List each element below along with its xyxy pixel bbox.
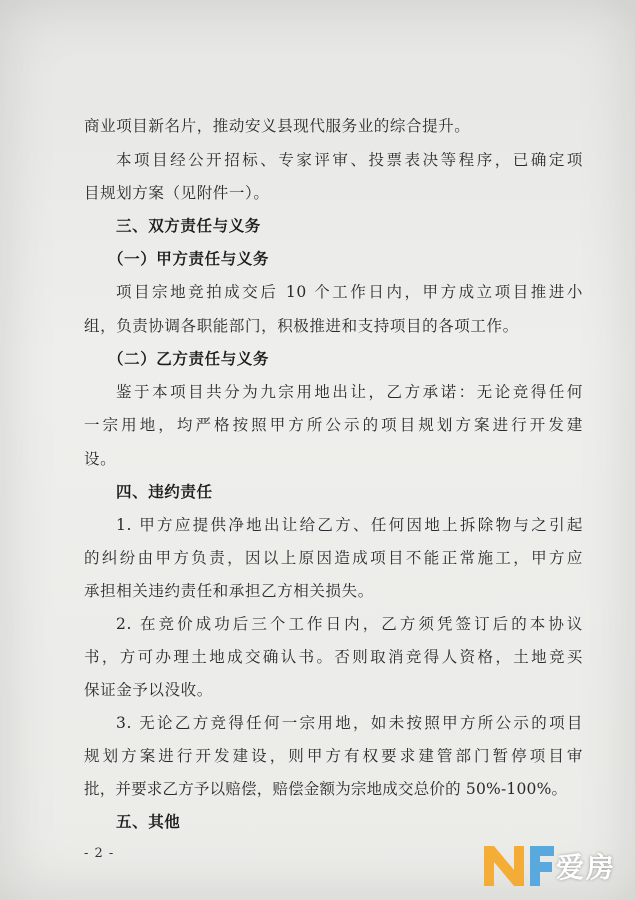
subsection-heading: （一）甲方责任与义务 bbox=[108, 250, 270, 268]
subsection-heading: （二）乙方责任与义务 bbox=[108, 350, 270, 368]
section-heading: 四、违约责任 bbox=[116, 483, 213, 501]
paragraph-line: 本项目经公开招标、专家评审、投票表决等程序，已确定项 bbox=[116, 151, 583, 169]
page-number: - 2 - bbox=[84, 846, 115, 861]
paragraph-line: 书，方可办理土地成交确认书。否则取消竞得人资格，土地竞买 bbox=[84, 648, 583, 666]
paragraph-line: 组，负责协调各职能部门，积极推进和支持项目的各项工作。 bbox=[84, 317, 519, 335]
paragraph-line: 设。 bbox=[84, 450, 117, 468]
paragraph-line: 保证金予以没收。 bbox=[84, 681, 213, 699]
paragraph-line: 批，并要求乙方予以赔偿，赔偿金额为宗地成交总价的 50%-100%。 bbox=[84, 780, 568, 798]
paragraph-line: 3. 无论乙方竞得任何一宗用地，如未按照甲方所公示的项目 bbox=[116, 714, 583, 732]
section-heading: 五、其他 bbox=[116, 813, 181, 831]
paragraph-line: 鉴于本项目共分为九宗用地出让，乙方承诺：无论竞得任何 bbox=[116, 383, 583, 401]
paragraph-line: 目规划方案（见附件一）。 bbox=[84, 184, 270, 202]
paragraph-line: 2. 在竞价成功后三个工作日内，乙方须凭签订后的本协议 bbox=[116, 615, 583, 633]
section-heading: 三、双方责任与义务 bbox=[116, 217, 261, 235]
paragraph-line: 项目宗地竞拍成交后 10 个工作日内，甲方成立项目推进小 bbox=[116, 283, 583, 301]
paragraph-line: 商业项目新名片，推动安义县现代服务业的综合提升。 bbox=[84, 117, 471, 135]
paragraph-line: 的纠纷由甲方负责，因以上原因造成项目不能正常施工，甲方应 bbox=[84, 549, 583, 567]
paragraph-line: 1. 甲方应提供净地出让给乙方、任何因地上拆除物与之引起 bbox=[116, 516, 583, 534]
paragraph-line: 一宗用地，均严格按照甲方所公示的项目规划方案进行开发建 bbox=[84, 416, 583, 434]
watermark-text: 爱房 bbox=[556, 851, 617, 884]
paragraph-line: 承担相关违约责任和承担乙方相关损失。 bbox=[84, 582, 374, 600]
paragraph-line: 规划方案进行开发建设，则甲方有权要求建管部门暂停项目审 bbox=[84, 747, 583, 765]
